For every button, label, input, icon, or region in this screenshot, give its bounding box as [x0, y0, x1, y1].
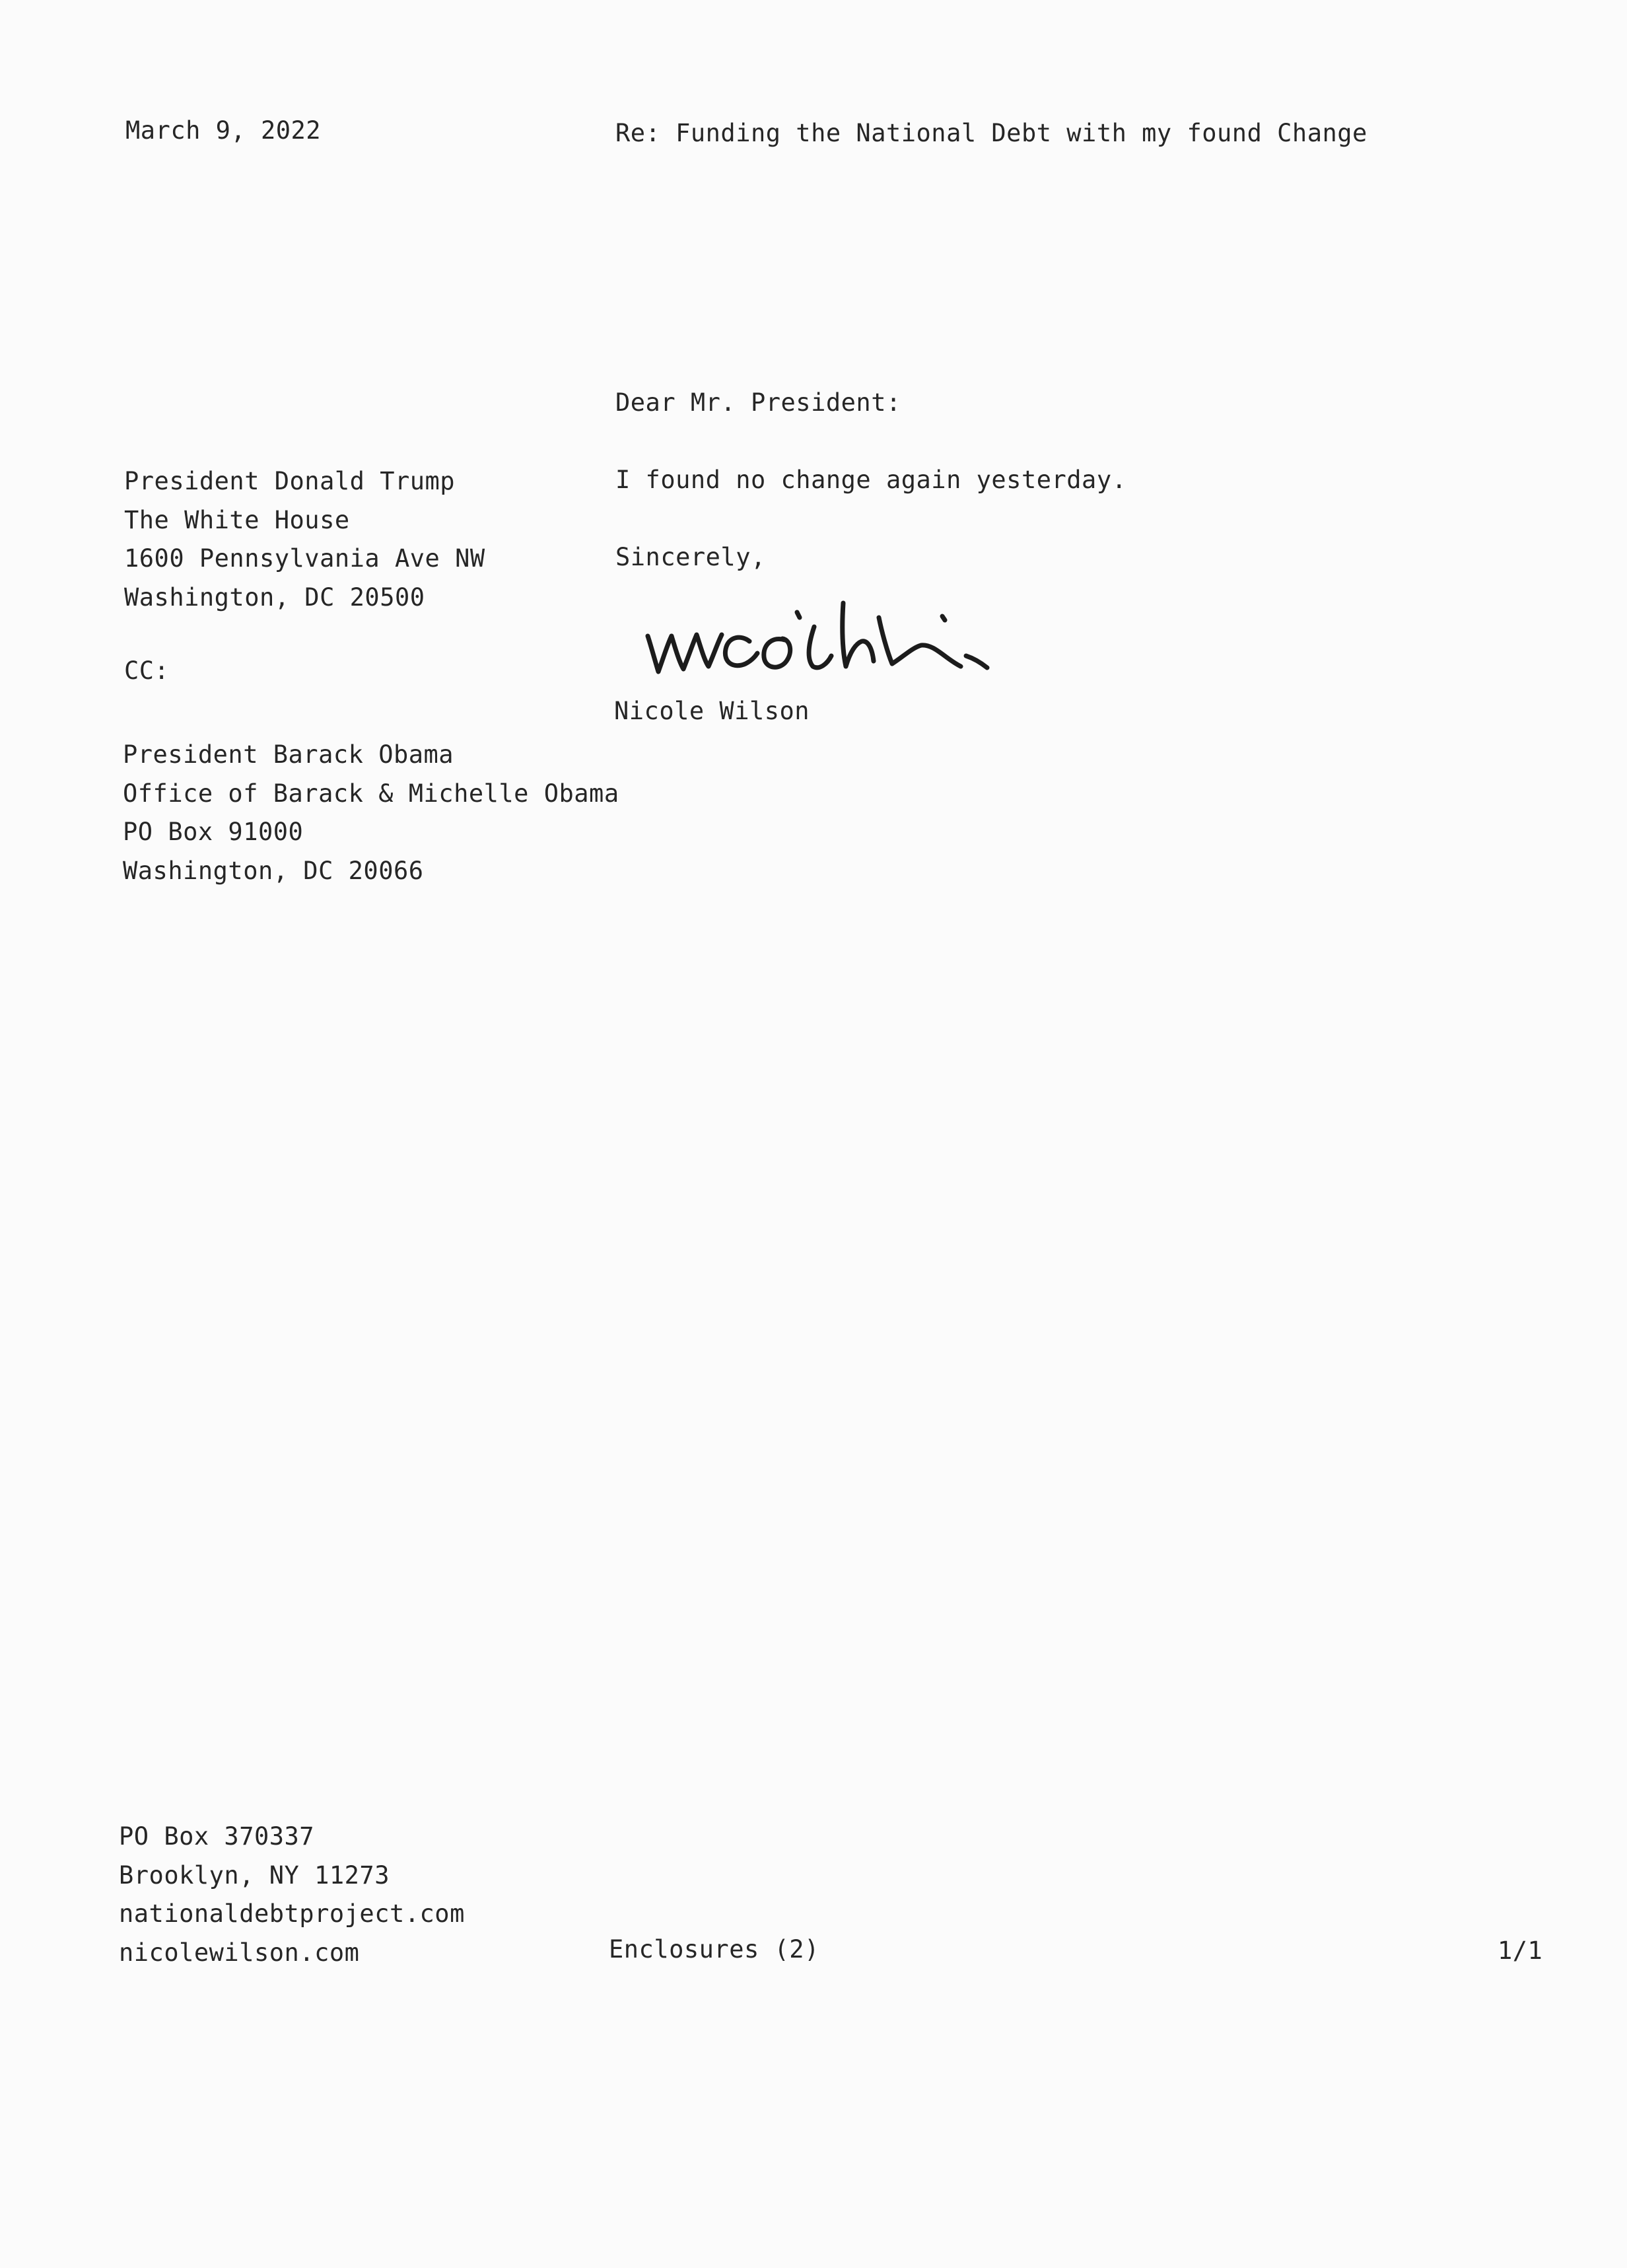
letter-date: March 9, 2022 — [125, 116, 322, 145]
letter-subject: Re: Funding the National Debt with my found Change — [615, 119, 1367, 147]
signer-name: Nicole Wilson — [614, 697, 810, 725]
salutation: Dear Mr. President: — [615, 388, 901, 417]
enclosures-note: Enclosures (2) — [609, 1935, 819, 1964]
sender-address — [119, 1818, 465, 1972]
cc-label: CC: — [124, 656, 170, 685]
cc-line: Washington, DC 20066 — [123, 856, 424, 885]
sender-line: Brooklyn, NY 11273 — [119, 1860, 390, 1890]
closing: Sincerely, — [615, 543, 766, 571]
cc-line: President Barack Obama — [123, 740, 454, 769]
recipient-address — [124, 462, 485, 617]
sender-line: nicolewilson.com — [119, 1938, 360, 1967]
cc-line: PO Box 91000 — [123, 818, 304, 846]
sender-line: nationaldebtproject.com — [119, 1899, 465, 1928]
handwritten-signature — [644, 598, 1000, 690]
cc-line: Office of Barack & Michelle Obama — [123, 779, 619, 808]
letter-body: I found no change again yesterday. — [615, 466, 1127, 494]
sender-line: PO Box 370337 — [119, 1822, 315, 1851]
recipient-line: The White House — [124, 505, 350, 534]
page-number: 1/1 — [1498, 1936, 1543, 1965]
recipient-line: 1600 Pennsylvania Ave NW — [124, 544, 485, 573]
cc-address — [123, 736, 619, 890]
recipient-line: Washington, DC 20500 — [124, 583, 425, 612]
recipient-line: President Donald Trump — [124, 467, 456, 495]
